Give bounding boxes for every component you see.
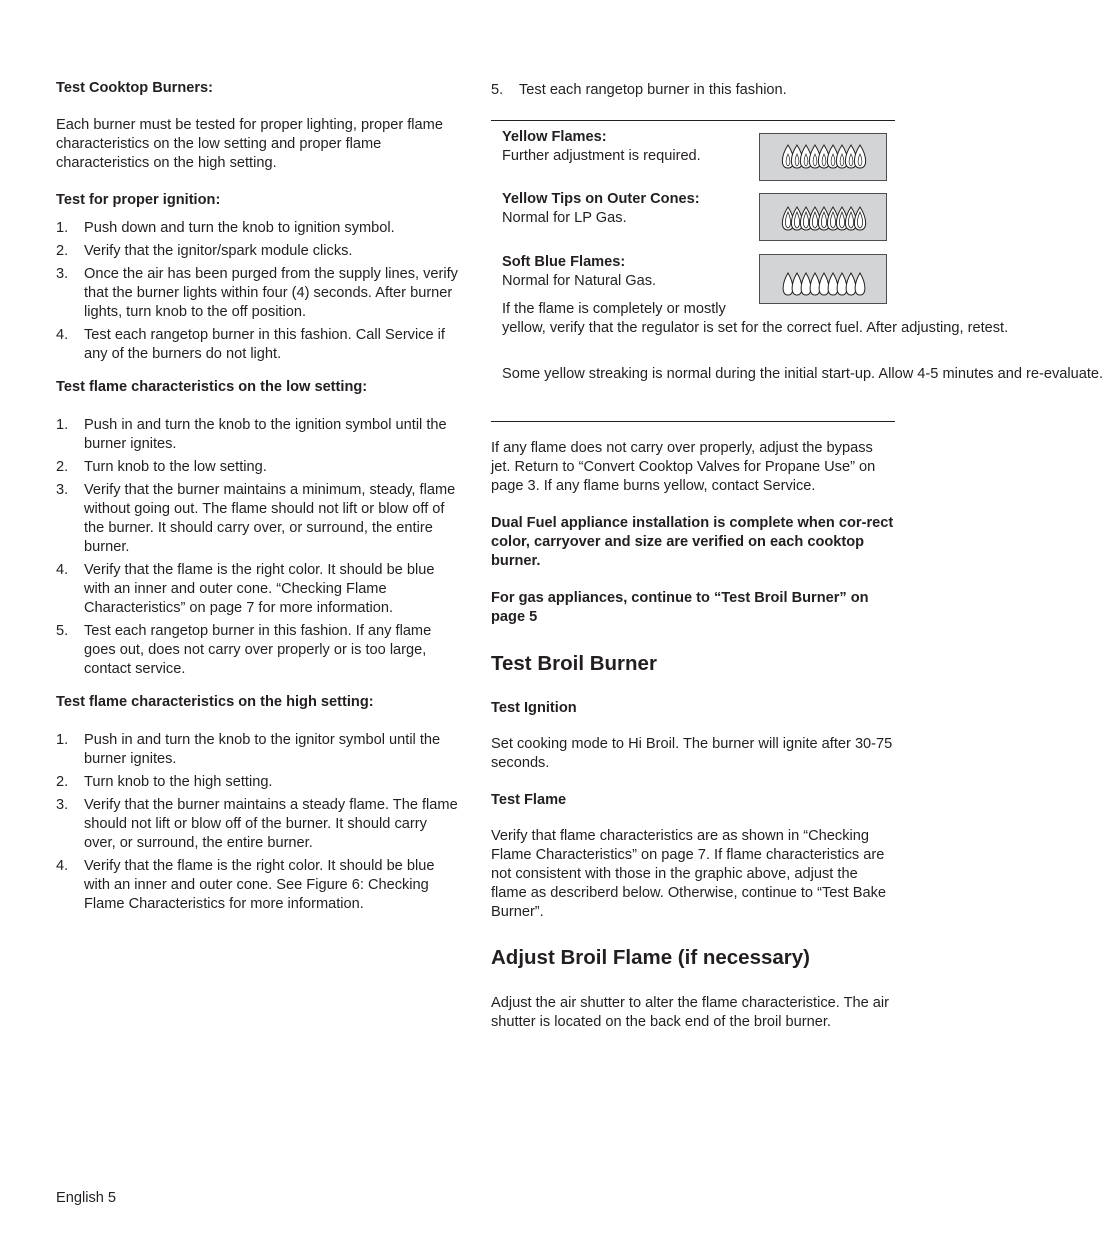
heading-test-flame: Test Flame xyxy=(491,792,567,808)
step-number: 1. xyxy=(56,417,69,433)
step-number: 2. xyxy=(56,243,69,259)
bypass-paragraph: If any flame does not carry over properly, adjust the bypass jet. Return to “Convert Cooktop Valves for Propane Use” on page 3. If any flame burns yellow, contact Service. xyxy=(491,440,876,494)
step-number: 4. xyxy=(56,327,69,343)
step-text: Once the air has been purged from the supply lines, verify that the burner lights within four (4) seconds. After burner lights, turn knob to the off position. xyxy=(84,266,458,320)
step-text: Push in and turn the knob to the ignitor symbol until the burner ignites. xyxy=(84,732,441,767)
heading-high-setting: Test flame characteristics on the high setting: xyxy=(56,694,374,710)
step-number: 1. xyxy=(56,220,69,236)
step-number: 5. xyxy=(56,623,69,639)
adjust-paragraph: Adjust the air shutter to alter the flame characteristice. The air shutter is located on the back end of the broil burner. xyxy=(491,995,890,1030)
flame-title: Soft Blue Flames: xyxy=(502,254,626,270)
list-item xyxy=(56,265,462,322)
flame-note-regulator xyxy=(502,300,1009,338)
list-item xyxy=(56,481,462,557)
step-number: 1. xyxy=(56,732,69,748)
yellow-tips-icon xyxy=(759,193,887,241)
step-text: Turn knob to the high setting. xyxy=(84,774,273,790)
section-title-test-broil-burner: Test Broil Burner xyxy=(491,652,657,675)
list-item xyxy=(56,561,462,618)
gas-continue-paragraph: For gas appliances, continue to “Test Broil Burner” on page 5 xyxy=(491,590,869,625)
step-text: Verify that the flame is the right color. It should be blue with an inner and outer cone. See Figure 6: Checking Flame Characteristics for more information. xyxy=(84,858,435,912)
step-number: 2. xyxy=(56,774,69,790)
step-number: 4. xyxy=(56,562,69,578)
step-text: Verify that the burner maintains a steady flame. The flame should not lift or blow off of the burner. It should carry over, or surround, the entire burner. xyxy=(84,797,458,851)
step-text: Push down and turn the knob to ignition symbol. xyxy=(84,220,395,236)
list-item xyxy=(56,458,462,477)
step-text: Verify that the burner maintains a minimum, steady, flame without going out. The flame should not lift or blow off of the burner. It should carry over, or surround, the entire burner. xyxy=(84,482,456,555)
step-number: 2. xyxy=(56,459,69,475)
step-number: 4. xyxy=(56,858,69,874)
step-number: 3. xyxy=(56,797,69,813)
heading-test-ignition: Test Ignition xyxy=(491,700,577,716)
step-number: 5. xyxy=(491,82,504,98)
list-item xyxy=(56,773,462,792)
step-number: 3. xyxy=(56,266,69,282)
heading-test-cooktop-burners: Test Cooktop Burners: xyxy=(56,80,214,96)
ignition-steps-list xyxy=(56,219,462,364)
list-item xyxy=(56,242,462,261)
soft-blue-flames-graphic xyxy=(760,255,886,303)
heading-proper-ignition: Test for proper ignition: xyxy=(56,192,221,208)
list-item xyxy=(56,731,462,769)
soft-blue-flames-icon xyxy=(759,254,887,304)
list-item xyxy=(56,219,462,238)
yellow-flames-icon xyxy=(759,133,887,181)
list-item xyxy=(491,81,895,100)
low-steps-list xyxy=(56,416,462,679)
flame-item-yellow xyxy=(502,128,701,166)
step-text: Test each rangetop burner in this fashion. xyxy=(519,82,787,98)
flame-title: Yellow Tips on Outer Cones: xyxy=(502,191,700,207)
test-ignition-paragraph: Set cooking mode to Hi Broil. The burner will ignite after 30-75 seconds. xyxy=(491,736,893,771)
step-text: Verify that the flame is the right color. It should be blue with an inner and outer cone. “Checking Flame Characteristics” on page 7 for more information. xyxy=(84,562,435,616)
flame-desc: Further adjustment is required. xyxy=(502,148,701,164)
section-title-adjust-broil-flame: Adjust Broil Flame (if necessary) xyxy=(491,946,810,969)
step-text: Verify that the ignitor/spark module clicks. xyxy=(84,243,353,259)
list-item xyxy=(56,796,462,853)
step-text: Push in and turn the knob to the ignition symbol until the burner ignites. xyxy=(84,417,447,452)
flame-item-soft-blue xyxy=(502,253,656,291)
step-text: Test each rangetop burner in this fashion. If any flame goes out, does not carry over properly or is too large, contact service. xyxy=(84,623,432,677)
flame-item-yellow-tips xyxy=(502,190,700,228)
page-footer: English 5 xyxy=(56,1190,117,1206)
yellow-tips-graphic xyxy=(760,194,886,240)
note-line-2: yellow, verify that the regulator is set for the correct fuel. After adjusting, retest. xyxy=(502,320,1009,336)
step-text: Test each rangetop burner in this fashion. Call Service if any of the burners do not light. xyxy=(84,327,445,362)
right-column xyxy=(491,81,1103,1032)
step-text: Turn knob to the low setting. xyxy=(84,459,267,475)
continued-steps-list xyxy=(491,81,895,100)
test-flame-paragraph: Verify that flame characteristics are as shown in “Checking Flame Characteristics” on page 7. If flame characteristics are not consistent with those in the graphic above, adjust the flame as describerd below. Otherwise, continue to “Test Bake Burner”. xyxy=(491,828,887,920)
flame-characteristics-box xyxy=(491,120,1103,422)
list-item xyxy=(56,622,462,679)
high-steps-list xyxy=(56,731,462,914)
list-item xyxy=(56,857,462,914)
flame-desc: Normal for Natural Gas. xyxy=(502,273,657,289)
intro-paragraph: Each burner must be tested for proper lighting, proper flame characteristics on the low setting and proper flame characteristics on the high setting. xyxy=(56,117,443,171)
flame-note-streaking xyxy=(502,365,1103,384)
heading-low-setting: Test flame characteristics on the low setting: xyxy=(56,379,368,395)
list-item xyxy=(56,416,462,454)
flame-title: Yellow Flames: xyxy=(502,129,607,145)
note-line-1: If the flame is completely or mostly xyxy=(502,301,726,317)
dual-fuel-paragraph: Dual Fuel appliance installation is complete when cor-rect color, carryover and size are verified on each cooktop burner. xyxy=(491,515,894,569)
left-column xyxy=(56,79,462,918)
yellow-flames-graphic xyxy=(760,134,886,180)
step-number: 3. xyxy=(56,482,69,498)
flame-desc: Normal for LP Gas. xyxy=(502,210,627,226)
list-item xyxy=(56,326,462,364)
note-streaking-text: Some yellow streaking is normal during the initial start-up. Allow 4-5 minutes and re-evaluate. xyxy=(502,366,1103,382)
